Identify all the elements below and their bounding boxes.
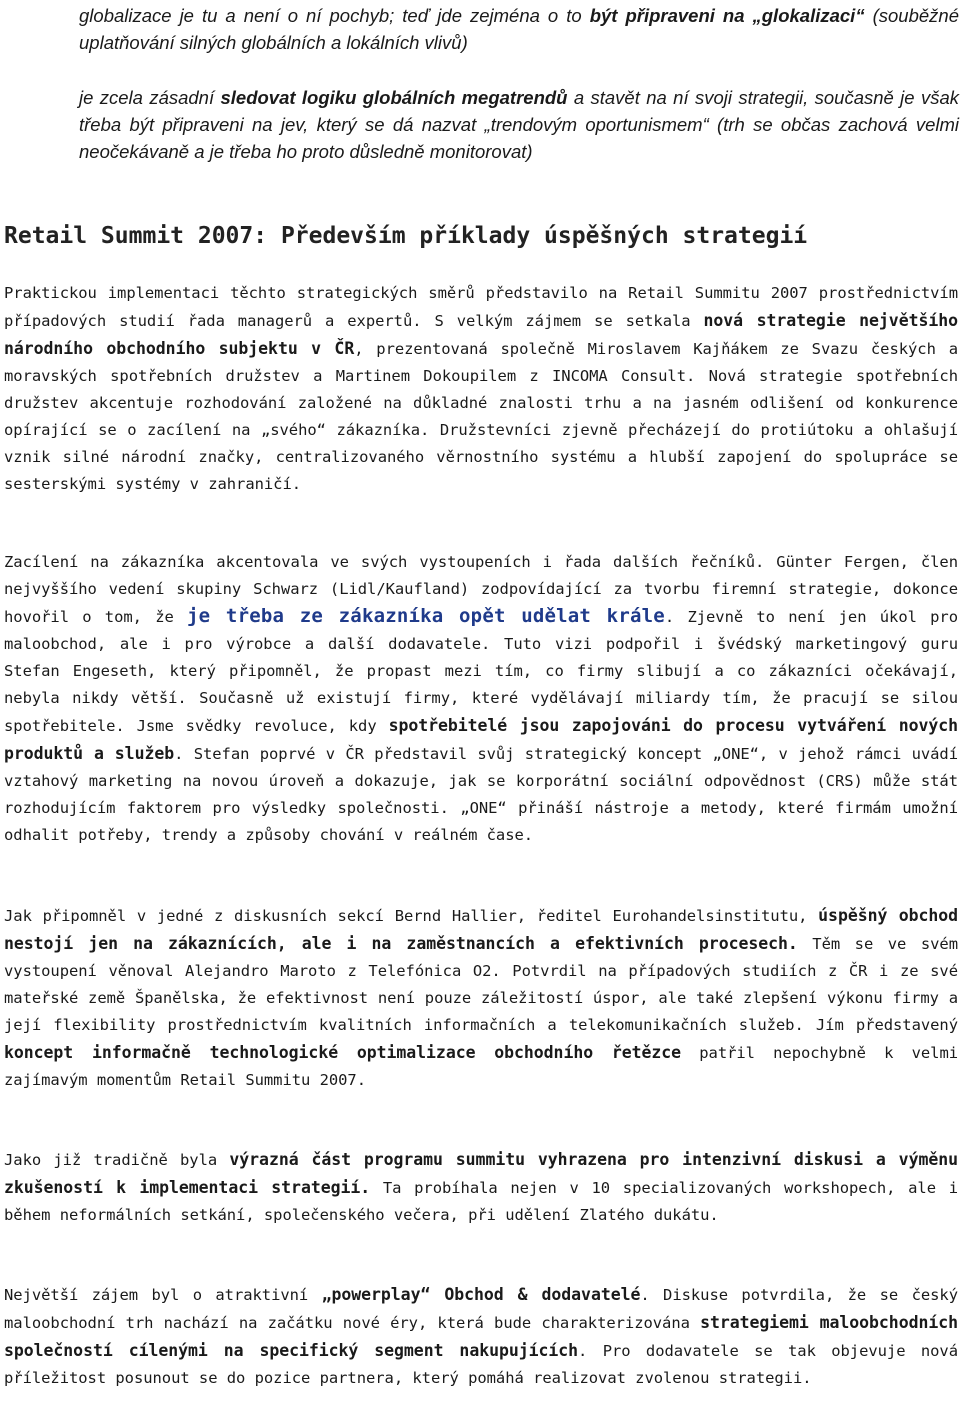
paragraph-powerplay: Největší zájem byl o atraktivní „powerplay“ Obchod & dodavatelé. Diskuse potvrdila, že se český maloobchodní trh nachází na začátku nové éry, která bude charakterizována strategiemi maloobchodních společností cílenými na specifický segment nakupujících. Pro dodavatele se tak objevuje nová příležitost posunout se do pozice partnera, který pomáhá realizovat zvolenou strategii. — [4, 1285, 958, 1387]
section-heading: Retail Summit 2007: Především příklady úspěšných strategií — [4, 223, 808, 249]
paragraph-customer-focus: Zacílení na zákazníka akcentovala ve svých vystoupeních i řada dalších řečníků. Günter Fergen, člen nejvyššího vedení skupiny Schwarz (Lidl/Kaufland) zodpovídající za tvorbu firemní strategie, dokonce hovořil o tom, že je třeba ze zákazníka opět udělat krále. Zjevně to není jen úkol pro maloobchod, ale i pro výrobce a další dodavatele. Tuto vizi podpořil i švédský marketingový guru Stefan Engeseth, který připomněl, že propast mezi tím, co firmy slibují a co zákazníci očekávají, nebyla nikdy větší. Současně už existují firmy, které vydělávají miliardy tím, že pracují se silou spotřebitele. Jsme svědky revoluce, kdy spotřebitelé jsou zapojováni do procesu vytváření nových produktů a služeb. Stefan poprvé v ČR představil svůj strategický koncept „ONE“, v jehož rámci uvádí vztahový marketing na novou úroveň a dokazuje, jak se korporátní sociální odpovědnost (CRS) může stát rozhodujícím faktorem pro výsledky společnosti. „ONE“ přináší nástroje a metody, které firmám umožní odhalit potřeby, trendy a způsoby chování v reálném čase. — [4, 553, 958, 844]
emphasis-glocalization: být připraveni na „glokalizaci“ — [589, 5, 865, 26]
emphasis-customer-king: je třeba ze zákazníka opět udělat krále — [187, 605, 665, 627]
paragraph-discussion: Jako již tradičně byla výrazná část programu summitu vyhrazena pro intenzivní diskusi a výměnu zkušeností k implementaci strategií. Ta probíhala nejen v 10 specializovaných workshopech, ale i během neformálních setkání, společenského večera, při udělení Zlatého dukátu. — [4, 1150, 958, 1224]
intro-paragraph-megatrends: je zcela zásadní sledovat logiku globálních megatrendů a stavět na ní svoji strategii, současně je však třeba být připraveni na jev, který se dá nazvat „trendovým oportunismem“ (trh se občas zachová velmi neočekávaně a je třeba ho proto důsledně monitorovat) — [79, 87, 959, 162]
emphasis-megatrends: sledovat logiku globálních megatrendů — [220, 87, 568, 108]
emphasis-consumers-involved: spotřebitelé jsou zapojováni do procesu vytváření nových produktů a služeb — [4, 716, 958, 763]
emphasis-program-part: výrazná část programu summitu vyhrazena pro intenzivní diskusi a výměnu zkušeností k implementaci strategií. — [4, 1150, 958, 1197]
paragraph-employees-processes: Jak připomněl v jedné z diskusních sekcí Bernd Hallier, ředitel Eurohandelsinstitutu, úspěšný obchod nestojí jen na zákaznících, ale i na zaměstnancích a efektivních procesech. Těm se ve svém vystoupení věnoval Alejandro Maroto z Telefónica O2. Potvrdil na případových studiích z ČR i ze své mateřské země Španělska, že efektivnost není pouze záležitostí úspor, ale také zlepšení výkonu firmy a její flexibility prostřednictvím kvalitních informačních a telekomunikačních služeb. Jím představený koncept informačně technologické optimalizace obchodního řetězce patřil nepochybně k velmi zajímavým momentům Retail Summitu 2007. — [4, 906, 959, 1089]
intro-paragraph-globalization: globalizace je tu a není o ní pochyb; teď jde zejména o to být připraveni na „glokalizaci“ (souběžné uplatňování silných globálních a lokálních vlivů) — [79, 5, 959, 53]
emphasis-powerplay: „powerplay“ Obchod & dodavatelé — [321, 1285, 641, 1304]
emphasis-retail-strategies: strategiemi maloobchodních společností cílenými na specifický segment nakupujících — [4, 1313, 958, 1360]
paragraph-new-strategy: Praktickou implementaci těchto strategických směrů představilo na Retail Summitu 2007 prostřednictvím případových studií řada managerů a expertů. S velkým zájmem se setkala nová strategie největšího národního obchodního subjektu v ČR, prezentovaná společně Miroslavem Kajňákem ze Svazu českých a moravských spotřebních družstev a Martinem Dokoupilem z INCOMA Consult. Nová strategie spotřebních družstev akcentuje rozhodování založené na důkladné znalosti trhu a na jasném odlišení od konkurence opírající se o zacílení na „svého“ zákazníka. Družstevníci zjevně přecházejí do protiútoku a ohlašují vznik silné národní značky, centralizovaného věrnostního systému a hlubší zapojení do spolupráce se sesterskými systémy v zahraničí. — [4, 284, 958, 493]
emphasis-successful-trade: úspěšný obchod nestojí jen na zákaznících, ale i na zaměstnancích a efektivních procesech. — [4, 906, 958, 953]
emphasis-national-strategy: nová strategie největšího národního obchodního subjektu v ČR — [4, 311, 958, 358]
emphasis-it-concept: koncept informačně technologické optimalizace obchodního řetězce — [4, 1043, 682, 1062]
